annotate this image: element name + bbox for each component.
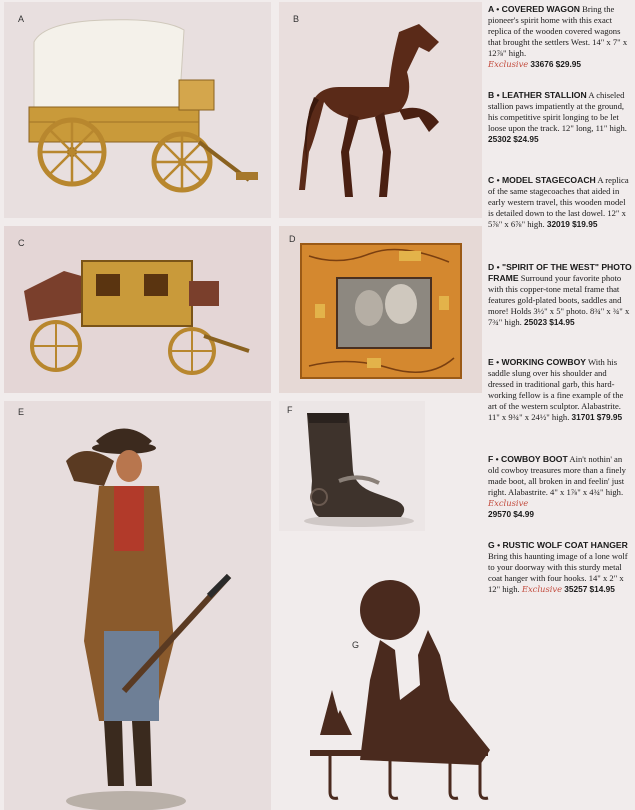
- panel-letter-g: G: [352, 640, 360, 650]
- item-description: Bring the pioneer's spirit home with this exact replica of the wooden covered wagons that brought the settlers West. 14" x 7" x 12⅞" high.: [488, 4, 628, 59]
- item-description: Bring this haunting image of a lone wolf to your doorway with this sturdy metal coat hanger with four hooks. 14" x 2" x 12" high.: [488, 551, 628, 595]
- panel-cowboy-boot: [279, 401, 425, 531]
- item-price: $14.95: [549, 317, 575, 328]
- item-title: E • WORKING COWBOY: [488, 357, 587, 367]
- item-price: $19.95: [572, 219, 598, 230]
- model-stagecoach-image: [4, 226, 271, 393]
- item-price: $29.95: [555, 59, 582, 70]
- item-sku: 33676: [530, 59, 554, 70]
- item-description: Ain't nothin' an old cowboy treasures more than a finely made boot, all broken in and feelin' just right. Alabastrite. 4" x 1⅞" x 4¾" high.: [488, 454, 626, 498]
- panel-letter-d: D: [289, 234, 296, 244]
- item-sku: 31701: [571, 412, 595, 423]
- panel-leather-stallion: [279, 2, 482, 218]
- exclusive-label: Exclusive: [488, 498, 529, 509]
- panel-wolf-hanger: [300, 560, 490, 808]
- item-title: A • COVERED WAGON: [488, 4, 580, 14]
- item-price: $4.99: [513, 509, 534, 520]
- exclusive-label: Exclusive: [521, 584, 563, 595]
- item-description: With his saddle slung over his shoulder and dressed in traditional garb, this hard-working fellow is a fine example of the art of the western sculptor. Alabastrite. 11" x 9¾" x 24½" high.: [488, 357, 624, 423]
- panel-covered-wagon: [4, 2, 271, 218]
- item-description: A chiseled stallion paws impatiently at the ground, his competitive spirit longing to be let loose upon the track. 12" long, 11" high.: [488, 90, 627, 134]
- exclusive-label: Exclusive: [488, 59, 529, 70]
- item-title: C • MODEL STAGECOACH: [488, 175, 596, 185]
- item-sku: 25023: [523, 317, 548, 328]
- item-wolf-hanger: [488, 540, 633, 595]
- panel-letter-f: F: [287, 405, 293, 415]
- item-title: F • COWBOY BOOT: [488, 454, 568, 464]
- item-price: $79.95: [596, 412, 623, 423]
- covered-wagon-image: [4, 2, 271, 218]
- item-title: D • "SPIRIT OF THE WEST" PHOTO FRAME: [488, 262, 632, 284]
- wolf-hanger-image: [300, 560, 490, 808]
- item-sku: 25302: [488, 134, 512, 145]
- panel-letter-a: A: [18, 14, 25, 24]
- item-price: $24.95: [513, 134, 539, 145]
- panel-letter-c: C: [18, 238, 25, 248]
- item-description: A replica of the same stagecoaches that aided in early western travel, this wooden model is detailed down to the last dowel. 12" x 5⅞" x 6⅞" high.: [488, 175, 629, 230]
- panel-model-stagecoach: [4, 226, 271, 393]
- item-photo-frame: [488, 262, 633, 329]
- item-sku: 32019: [546, 219, 570, 230]
- item-leather-stallion: [488, 90, 633, 145]
- item-sku: 29570: [488, 509, 512, 520]
- item-sku: 35257: [564, 584, 588, 595]
- panel-photo-frame: [279, 226, 482, 393]
- working-cowboy-image: [4, 401, 271, 810]
- item-price: $14.95: [589, 584, 615, 595]
- leather-stallion-image: [279, 2, 482, 218]
- item-description: Surround your favorite photo with this copper-tone metal frame that features gold-plated boots, saddles and more! Holds 3½" x 5" photo. 8¾" x ¾" x 7¾" high.: [488, 273, 630, 328]
- panel-working-cowboy: [4, 401, 271, 810]
- item-model-stagecoach: [488, 175, 633, 230]
- item-working-cowboy: [488, 357, 633, 424]
- photo-frame-image: [279, 226, 482, 393]
- item-covered-wagon: [488, 4, 633, 71]
- panel-letter-e: E: [18, 407, 25, 417]
- item-title: G • RUSTIC WOLF COAT HANGER: [488, 540, 628, 550]
- cowboy-boot-image: [279, 401, 425, 531]
- item-cowboy-boot: [488, 454, 633, 521]
- panel-letter-b: B: [293, 14, 300, 24]
- item-title: B • LEATHER STALLION: [488, 90, 587, 100]
